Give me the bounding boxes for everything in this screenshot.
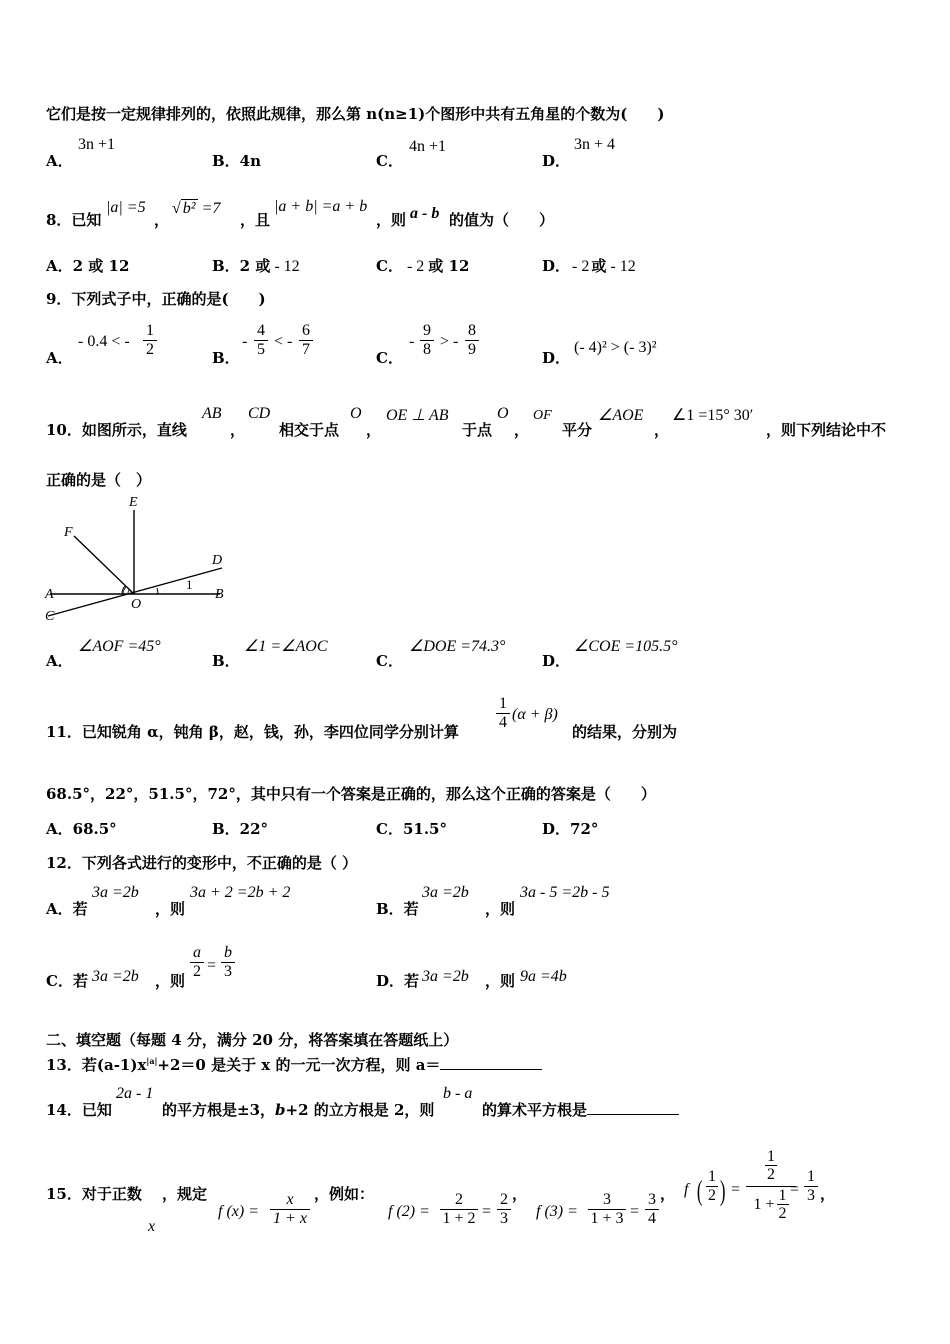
option-label: C． xyxy=(376,257,403,275)
label-c: C xyxy=(45,609,55,624)
q15-def-frac xyxy=(270,1191,310,1228)
q15-ex3-input-frac xyxy=(706,1168,718,1205)
q11-option-b: B．22° xyxy=(212,820,269,838)
q12-option-c-label: C．若 xyxy=(46,972,88,990)
denominator: 2 xyxy=(767,1166,775,1183)
numerator: 2 xyxy=(455,1191,463,1208)
denominator: 8 xyxy=(423,341,431,358)
q11-line2: 68.5°，22°，51.5°，72°，其中只有一个答案是正确的，那么这个正确的答案是（ ） xyxy=(46,785,656,803)
q14-tail xyxy=(482,1099,679,1120)
equals-sign: = xyxy=(790,1181,800,1198)
q14-pre: 14．已知 xyxy=(46,1101,112,1119)
q8-expr-abs-a: |a| =5 xyxy=(106,199,146,216)
q9-option-b-label: B． xyxy=(212,349,240,367)
q12-option-d-result: 9a =4b xyxy=(520,968,567,985)
q15-ex2-lhs: f (3) = xyxy=(536,1203,578,1220)
section-2-heading: 二、填空题（每题 4 分，满分 20 分，将答案填在答题纸上） xyxy=(46,1031,459,1049)
q10-line-ab: AB xyxy=(202,405,222,422)
q11-part2: 的结果，分别为 xyxy=(572,723,678,741)
minus-sign: - xyxy=(242,333,248,350)
q12-option-c-then: ，则 xyxy=(155,972,186,990)
comma: ， xyxy=(366,421,382,439)
q10-line2: 正确的是（ ） xyxy=(46,471,152,489)
denominator: 3 xyxy=(500,1210,508,1227)
prev-option-c-expr: 4n +1 xyxy=(409,138,447,155)
q10-option-a-label: A． xyxy=(46,652,73,670)
q12-stem: 12．下列各式进行的变形中，不正确的是（ ） xyxy=(46,854,358,872)
q10-part2: 相交于点 xyxy=(279,421,340,439)
q10-ray-of: OF xyxy=(533,408,552,423)
option-tail: 或 12 xyxy=(428,257,470,275)
q12-option-d-cond: 3a =2b xyxy=(422,968,469,985)
prev-option-c: C． xyxy=(376,152,403,170)
q12-option-a-result: 3a + 2 =2b + 2 xyxy=(190,884,291,901)
q10-part5: ，则下列结论中不 xyxy=(766,421,887,439)
option-label: B．2 或 xyxy=(212,257,271,275)
denominator: 3 xyxy=(807,1187,815,1204)
q14-answer-blank[interactable] xyxy=(587,1114,679,1115)
numerator: 4 xyxy=(257,322,265,339)
q14-var-b: b xyxy=(275,1101,286,1119)
denominator: 3 xyxy=(224,963,232,980)
q9-option-a-frac xyxy=(143,322,157,359)
q14-expr-b-a: b - a xyxy=(443,1085,473,1102)
q10-point-o: O xyxy=(350,405,362,422)
option-expr: - 2 xyxy=(572,258,590,275)
comma: ， xyxy=(512,1185,528,1203)
q11-option-d: D．72° xyxy=(542,820,599,838)
q8-expr-sqrt xyxy=(172,200,220,218)
q14-expr-2a-1: 2a - 1 xyxy=(116,1085,154,1102)
comma: ， xyxy=(660,1185,676,1203)
denominator-lead: 1 + xyxy=(753,1195,775,1213)
minus-sign: - xyxy=(409,333,415,350)
q12-option-a-then: ，则 xyxy=(155,900,186,918)
q12-option-c-frac2 xyxy=(221,944,235,981)
numerator: 1 xyxy=(499,695,507,712)
label-f: F xyxy=(64,525,73,540)
label-b: B xyxy=(215,587,224,602)
q12-option-b-cond: 3a =2b xyxy=(422,884,469,901)
comma: ， xyxy=(820,1185,836,1203)
q13-exponent: |a| xyxy=(146,1056,158,1066)
q10-angle-1: ∠1 =15° 30′ xyxy=(672,407,754,424)
numerator: 1 xyxy=(778,1187,787,1204)
q15-pre: 15．对于正数 xyxy=(46,1185,142,1203)
sqrt-icon: √ xyxy=(172,200,181,217)
q12-option-c-frac1 xyxy=(190,944,204,981)
compare-sign: < - xyxy=(274,333,293,350)
q15-ex3-f: f xyxy=(684,1181,689,1198)
option-mid: 或 xyxy=(591,257,607,275)
equals-sign: = xyxy=(630,1203,640,1220)
label-e: E xyxy=(129,495,138,510)
q13-answer-blank[interactable] xyxy=(440,1069,542,1070)
q9-option-c-frac2 xyxy=(465,322,479,359)
angle-arc-1 xyxy=(157,588,158,594)
ray-of xyxy=(74,536,134,594)
q10-angle-aoe: ∠AOE xyxy=(598,407,644,424)
q12-option-a-cond: 3a =2b xyxy=(92,884,139,901)
complex-denominator xyxy=(746,1187,796,1222)
equals-sign: = xyxy=(731,1181,741,1198)
numerator: 1 xyxy=(767,1148,775,1165)
equals-sign: = xyxy=(482,1203,492,1220)
q9-option-a-label: A． xyxy=(46,349,73,367)
q12-option-d-label: D．若 xyxy=(376,972,420,990)
q14-part3: +2 的立方根是 2，则 xyxy=(285,1101,435,1119)
numerator: 1 xyxy=(807,1168,815,1185)
q11-frac-quarter xyxy=(496,695,510,732)
left-paren: ( xyxy=(696,1176,703,1207)
numerator: 1 xyxy=(146,322,154,339)
q8-mid: ，且 xyxy=(240,211,271,229)
right-paren: ) xyxy=(719,1176,726,1207)
q10-point-o: O xyxy=(497,405,509,422)
numerator: 9 xyxy=(423,322,431,339)
denominator: 9 xyxy=(468,341,476,358)
denominator: 2 xyxy=(193,963,201,980)
q10-option-d-expr: ∠COE =105.5° xyxy=(574,638,678,655)
q9-option-d-label: D． xyxy=(542,349,571,367)
q12-option-b-result: 3a - 5 =2b - 5 xyxy=(520,884,610,901)
complex-numerator xyxy=(765,1148,777,1183)
q10-option-c-expr: ∠DOE =74.3° xyxy=(409,638,506,655)
label-angle-1: 1 xyxy=(186,577,193,592)
q8-option-b xyxy=(212,255,300,276)
q12-option-a-label: A．若 xyxy=(46,900,88,918)
option-label: D． xyxy=(542,257,571,275)
q8-expr-a-minus-b: a - b xyxy=(410,205,440,222)
q15-ex1-lhs: f (2) = xyxy=(388,1203,430,1220)
numerator: 2 xyxy=(500,1191,508,1208)
denominator: 2 xyxy=(778,1205,787,1222)
q15-ex1-result xyxy=(497,1191,511,1228)
q13-line xyxy=(46,1054,542,1075)
denominator: 4 xyxy=(499,714,507,731)
comma: ， xyxy=(230,421,246,439)
q15-part3: ，例如： xyxy=(314,1185,375,1203)
numerator: 8 xyxy=(468,322,476,339)
denominator: 7 xyxy=(302,341,310,358)
q9-stem: 9．下列式子中，正确的是( ) xyxy=(46,290,266,308)
q14-part4: 的算术平方根是 xyxy=(482,1101,588,1119)
numerator: a xyxy=(193,944,201,961)
q15-ex1-frac xyxy=(440,1191,478,1228)
q15-var-x: x xyxy=(148,1218,156,1235)
q9-option-b-frac1 xyxy=(254,322,268,359)
q8-option-d xyxy=(542,255,636,276)
q8-option-c xyxy=(376,255,469,276)
numerator: x xyxy=(286,1191,294,1208)
q15-part2: ，规定 xyxy=(162,1185,208,1203)
label-d: D xyxy=(212,553,223,568)
option-expr: - 2 xyxy=(406,258,425,275)
q11-part1: 11．已知锐角 α，钝角 β，赵，钱，孙，李四位同学分别计算 xyxy=(46,723,459,741)
denominator: 1 + 2 xyxy=(442,1210,476,1227)
q14-part2: 的平方根是±3， xyxy=(162,1101,276,1119)
q10-part1: 10．如图所示，直线 xyxy=(46,421,187,439)
q8-expr-abs-sum: |a + b| =a + b xyxy=(274,198,368,215)
equals-sign: = xyxy=(207,957,217,974)
numerator: b xyxy=(224,944,232,961)
q13-post: +2＝0 是关于 x 的一元一次方程，则 a＝ xyxy=(157,1056,441,1074)
q14-middle xyxy=(162,1099,434,1120)
q10-option-c-label: C． xyxy=(376,652,403,670)
compare-sign: > - xyxy=(440,333,459,350)
q8-tail2: 的值为（ ） xyxy=(449,211,555,229)
denominator: 1 + x xyxy=(273,1210,307,1227)
q10-option-b-label: B． xyxy=(212,652,240,670)
prev-option-a-expr: 3n +1 xyxy=(78,136,116,153)
label-a: A xyxy=(45,587,54,602)
comma: ， xyxy=(514,421,530,439)
radicand: b² xyxy=(182,200,196,217)
q12-option-c-cond: 3a =2b xyxy=(92,968,139,985)
q11-alpha-plus-beta: (α + β) xyxy=(512,706,558,723)
q15-ex2-frac xyxy=(588,1191,626,1228)
comma: ， xyxy=(154,211,170,229)
q15-ex2-result xyxy=(645,1191,659,1228)
q15-ex3-complex-frac xyxy=(746,1148,796,1222)
denominator: 2 xyxy=(146,341,154,358)
comma: ， xyxy=(654,421,670,439)
numerator: 6 xyxy=(302,322,310,339)
q10-option-a-expr: ∠AOF =45° xyxy=(78,638,161,655)
q9-option-c-label: C． xyxy=(376,349,403,367)
prev-option-d-expr: 3n + 4 xyxy=(574,136,616,153)
q10-geometry-figure xyxy=(40,494,240,630)
q12-option-b-label: B．若 xyxy=(376,900,419,918)
q9-option-b-frac2 xyxy=(299,322,313,359)
option-expr: - 12 xyxy=(610,258,636,275)
q10-option-d-label: D． xyxy=(542,652,571,670)
denominator: 1 + 3 xyxy=(590,1210,624,1227)
sqrt-rest: =7 xyxy=(201,200,221,217)
q8-tail1: ，则 xyxy=(376,211,407,229)
q9-option-c-frac1 xyxy=(420,322,434,359)
q10-option-b-expr: ∠1 =∠AOC xyxy=(244,638,328,655)
option-expr: - 12 xyxy=(274,258,300,275)
label-o: O xyxy=(131,597,142,612)
numerator: 3 xyxy=(648,1191,656,1208)
denominator: 2 xyxy=(708,1187,716,1204)
q9-option-d-expr: (- 4)² > (- 3)² xyxy=(574,339,657,356)
q12-option-d-then: ，则 xyxy=(485,972,516,990)
prev-option-a xyxy=(46,150,73,171)
prev-option-d: D． xyxy=(542,152,571,170)
q9-option-a-lhs: - 0.4 < - xyxy=(78,333,130,350)
denominator: 5 xyxy=(257,341,265,358)
q13-pre: 13．若(a-1)x xyxy=(46,1056,147,1074)
intro-line: 它们是按一定规律排列的，依照此规律，那么第 n(n≥1)个图形中共有五角星的个数为( ) xyxy=(46,105,665,123)
inner-frac xyxy=(777,1187,789,1222)
q11-option-a: A．68.5° xyxy=(46,820,117,838)
q11-option-c: C．51.5° xyxy=(376,820,447,838)
q15-ex3-result xyxy=(804,1168,818,1205)
q10-part3: 于点 xyxy=(462,421,493,439)
q10-perpendicular: OE ⊥ AB xyxy=(386,407,449,424)
option-label: A． xyxy=(46,152,73,170)
numerator: 1 xyxy=(708,1168,716,1185)
q10-part4: 平分 xyxy=(562,421,593,439)
q8-option-a: A．2 或 12 xyxy=(46,257,130,275)
denominator: 4 xyxy=(648,1210,656,1227)
q8-prefix: 8．已知 xyxy=(46,211,102,229)
prev-option-b: B．4n xyxy=(212,152,262,170)
q10-line-cd: CD xyxy=(248,405,271,422)
q12-option-b-then: ，则 xyxy=(485,900,516,918)
q15-def-lhs: f (x) = xyxy=(218,1203,259,1220)
numerator: 3 xyxy=(603,1191,611,1208)
